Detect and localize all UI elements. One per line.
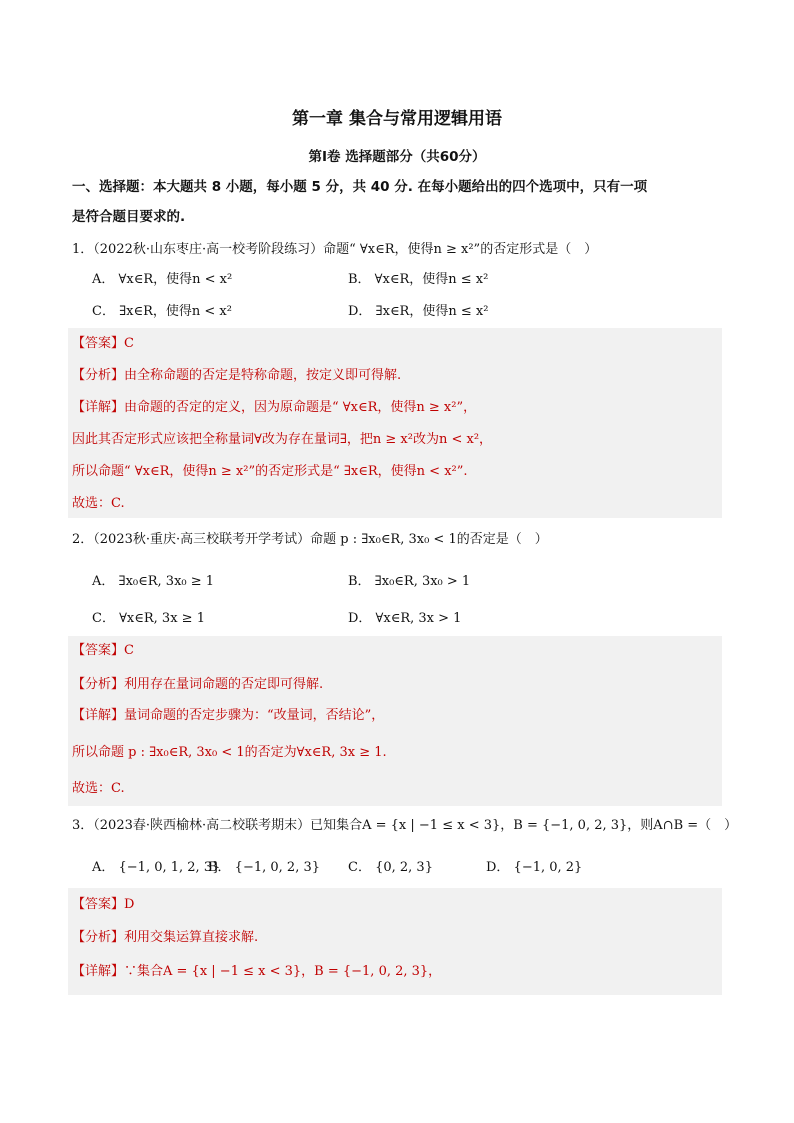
q1-analysis-line	[72, 367, 401, 385]
q2-stem: 2．（2023秋·重庆·高三校联考开学考试）命题 p : ∃x₀∈R, 3x₀ < 1的否定是（ ）	[72, 532, 548, 547]
q1-option-a: A． ∀x∈R，使得n < x²	[92, 272, 233, 287]
detail-tag: 【详解】	[72, 400, 125, 415]
q2-option-d: D． ∀x∈R, 3x > 1	[348, 611, 462, 626]
q1-detail-line-3: 所以命题“ ∀x∈R，使得n ≥ x²”的否定形式是“ ∃x∈R，使得n < x²”.	[72, 464, 468, 479]
q2-detail-line-1	[72, 707, 384, 725]
q2-answer-value: C	[124, 643, 134, 658]
q1-answer-value: C	[124, 336, 134, 351]
q1-answer-line	[72, 335, 134, 353]
q3-stem: 3．（2023春·陕西榆林·高二校联考期末）已知集合A = {x | −1 ≤ x < 3}，B = {−1, 0, 2, 3}，则A∩B =（ ）	[72, 818, 738, 833]
section-instructions	[72, 172, 732, 232]
q1-option-d: D． ∃x∈R，使得n ≤ x²	[348, 304, 489, 319]
q3-option-d: D． {−1, 0, 2}	[486, 860, 583, 875]
q3-analysis-line	[72, 929, 258, 947]
q2-option-b: B． ∃x₀∈R, 3x₀ > 1	[348, 574, 471, 589]
q3-option-b: B． {−1, 0, 2, 3}	[208, 860, 320, 875]
q2-detail-line-2: 所以命题 p : ∃x₀∈R, 3x₀ < 1的否定为∀x∈R, 3x ≥ 1.	[72, 745, 387, 760]
q1-option-c: C． ∃x∈R，使得n < x²	[92, 304, 232, 319]
q1-detail-text-1: 由命题的否定的定义，因为原命题是“ ∀x∈R，使得n ≥ x²”，	[124, 400, 477, 415]
q1-analysis-text: 由全称命题的否定是特称命题，按定义即可得解.	[124, 368, 402, 383]
q3-option-a: A． {−1, 0, 1, 2, 3}	[92, 860, 221, 875]
analysis-tag: 【分析】	[72, 677, 125, 692]
q3-answer-value: D	[124, 897, 135, 912]
q2-answer-line	[72, 642, 134, 660]
q1-option-b: B． ∀x∈R，使得n ≤ x²	[348, 272, 489, 287]
q2-choose-line: 故选：C.	[72, 781, 125, 796]
detail-tag: 【详解】	[72, 708, 125, 723]
answer-tag: 【答案】	[72, 897, 125, 912]
analysis-tag: 【分析】	[72, 368, 125, 383]
answer-tag: 【答案】	[72, 336, 125, 351]
analysis-tag: 【分析】	[72, 930, 125, 945]
q3-analysis-text: 利用交集运算直接求解.	[124, 930, 259, 945]
section-subtitle: 第Ⅰ卷 选择题部分（共60分）	[308, 149, 486, 165]
q2-analysis-text: 利用存在量词命题的否定即可得解.	[124, 677, 324, 692]
q1-solution-box	[68, 328, 722, 518]
q3-detail-text-1: ∵集合A = {x | −1 ≤ x < 3}，B = {−1, 0, 2, 3}，	[124, 964, 442, 979]
q2-option-c: C． ∀x∈R, 3x ≥ 1	[92, 611, 205, 626]
q2-solution-box	[68, 636, 722, 806]
q1-stem: 1．（2022秋·山东枣庄·高一校考阶段练习）命题“ ∀x∈R，使得n ≥ x²”的否定形式是（ ）	[72, 242, 598, 257]
q1-detail-line-2: 因此其否定形式应该把全称量词∀改为存在量词∃，把n ≥ x²改为n < x²，	[72, 432, 493, 447]
answer-tag: 【答案】	[72, 643, 125, 658]
detail-tag: 【详解】	[72, 964, 125, 979]
instructions-line-1: 一、选择题：本大题共 8 小题，每小题 5 分，共 40 分. 在每小题给出的四个选项中，只有一项	[72, 179, 648, 195]
instructions-line-2: 是符合题目要求的.	[72, 209, 186, 225]
q3-detail-line-1	[72, 963, 441, 981]
q3-solution-box	[68, 888, 722, 995]
q3-answer-line	[72, 896, 134, 914]
q2-detail-text-1: 量词命题的否定步骤为：“改量词，否结论”，	[124, 708, 385, 723]
q2-analysis-line	[72, 676, 323, 694]
q1-detail-line-1	[72, 399, 476, 417]
q1-choose-line: 故选：C.	[72, 496, 125, 511]
q3-option-c: C． {0, 2, 3}	[348, 860, 433, 875]
q2-option-a: A． ∃x₀∈R, 3x₀ ≥ 1	[92, 574, 215, 589]
chapter-title: 第一章 集合与常用逻辑用语	[292, 109, 502, 129]
